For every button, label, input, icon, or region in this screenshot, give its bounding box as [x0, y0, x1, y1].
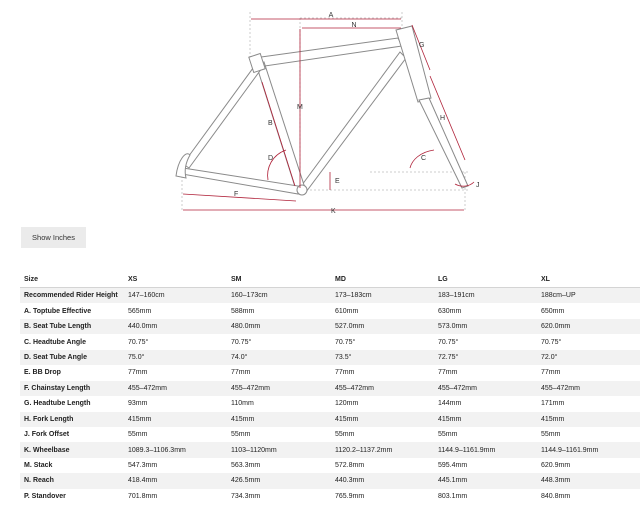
label-n: N — [351, 22, 357, 29]
table-cell: 72.75° — [434, 350, 537, 365]
table-cell: 55mm — [541, 431, 561, 439]
table-cell: 183–191cm — [434, 288, 537, 304]
table-cell: 650mm — [541, 307, 565, 315]
table-cell: 77mm — [335, 369, 355, 377]
show-inches-button[interactable]: Show Inches — [21, 227, 86, 248]
row-label: G. Headtube Length — [24, 400, 91, 408]
table-row — [20, 303, 640, 318]
row-label: P. Standover — [24, 492, 66, 500]
frame-geometry-diagram — [0, 0, 640, 225]
label-a: A — [328, 12, 334, 19]
table-cell: 701.8mm — [128, 492, 158, 500]
header-size: Size — [20, 271, 124, 288]
table-cell: 803.1mm — [438, 492, 468, 500]
table-body — [20, 288, 640, 505]
table-cell: 734.3mm — [231, 492, 261, 500]
table-cell: 188cm–UP — [537, 288, 640, 304]
table-cell: 455–472mm — [434, 381, 537, 396]
table-cell: 55mm — [438, 431, 458, 439]
table-cell: 1103–1120mm — [227, 442, 331, 457]
table-cell: 620.0mm — [537, 319, 640, 334]
table-cell: 440.3mm — [331, 473, 434, 488]
label-d: D — [268, 155, 274, 162]
table-row — [20, 412, 640, 427]
table-cell: 448.3mm — [537, 473, 640, 488]
table-cell: 173–183cm — [331, 288, 434, 304]
table-row — [20, 442, 640, 457]
geometry-table — [20, 271, 640, 504]
table-cell: 55mm — [231, 431, 251, 439]
table-cell: 55mm — [335, 431, 355, 439]
table-header-row — [20, 271, 640, 288]
table-cell: 418.4mm — [124, 473, 227, 488]
table-cell: 527.0mm — [331, 319, 434, 334]
table-cell: 565mm — [128, 307, 152, 315]
table-cell: 70.75° — [438, 338, 459, 346]
table-cell: 840.8mm — [541, 492, 571, 500]
label-f: F — [234, 191, 239, 198]
table-row — [20, 458, 640, 473]
table-row — [20, 427, 640, 442]
table-row — [20, 365, 640, 380]
label-m: M — [297, 104, 303, 111]
table-row — [20, 334, 640, 349]
row-label: C. Headtube Angle — [24, 338, 86, 346]
label-b: B — [268, 120, 273, 127]
row-label: K. Wheelbase — [20, 442, 124, 457]
label-h: H — [440, 115, 446, 122]
dimension-b — [262, 82, 295, 186]
table-cell: 77mm — [231, 369, 251, 377]
table-cell: 563.3mm — [231, 462, 261, 470]
table-cell: 77mm — [438, 369, 458, 377]
table-cell: 415mm — [124, 412, 227, 427]
table-cell: 440.0mm — [124, 319, 227, 334]
header-md: MD — [331, 271, 434, 288]
table-cell: 547.3mm — [128, 462, 158, 470]
row-label: A. Toptube Effective — [24, 307, 92, 315]
table-cell: 1089.3–1106.3mm — [124, 442, 227, 457]
table-cell: 160–173cm — [227, 288, 331, 304]
table-cell: 72.0° — [537, 350, 640, 365]
row-label: M. Stack — [24, 462, 53, 470]
table-cell: 455–472mm — [537, 381, 640, 396]
table-row — [20, 319, 640, 334]
table-cell: 70.75° — [231, 338, 252, 346]
header-xs: XS — [124, 271, 227, 288]
table-row — [20, 350, 640, 365]
table-cell: 415mm — [537, 412, 640, 427]
table-cell: 55mm — [128, 431, 148, 439]
table-cell: 620.9mm — [541, 462, 571, 470]
label-c: C — [421, 155, 427, 162]
row-label: B. Seat Tube Length — [20, 319, 124, 334]
table-cell: 415mm — [434, 412, 537, 427]
row-label: F. Chainstay Length — [20, 381, 124, 396]
header-sm: SM — [227, 271, 331, 288]
row-label: D. Seat Tube Angle — [20, 350, 124, 365]
table-row — [20, 489, 640, 504]
table-cell: 77mm — [128, 369, 148, 377]
header-lg: LG — [434, 271, 537, 288]
header-xl: XL — [537, 271, 640, 288]
table-row — [20, 288, 640, 304]
table-cell: 73.5° — [331, 350, 434, 365]
table-cell: 144mm — [438, 400, 462, 408]
label-k: K — [331, 208, 336, 215]
table-cell: 610mm — [335, 307, 359, 315]
table-cell: 572.8mm — [335, 462, 365, 470]
row-label: Recommended Rider Height — [20, 288, 124, 304]
table-cell: 171mm — [541, 400, 565, 408]
table-cell: 147–160cm — [124, 288, 227, 304]
table-row — [20, 396, 640, 411]
row-label: N. Reach — [20, 473, 124, 488]
table-cell: 120mm — [335, 400, 359, 408]
table-cell: 74.0° — [227, 350, 331, 365]
table-cell: 630mm — [438, 307, 462, 315]
table-cell: 573.0mm — [434, 319, 537, 334]
table-row — [20, 381, 640, 396]
table-cell: 426.5mm — [227, 473, 331, 488]
table-cell: 455–472mm — [124, 381, 227, 396]
table-cell: 70.75° — [541, 338, 562, 346]
table-cell: 1120.2–1137.2mm — [331, 442, 434, 457]
row-label: J. Fork Offset — [24, 431, 70, 439]
row-label: H. Fork Length — [20, 412, 124, 427]
table-cell: 595.4mm — [438, 462, 468, 470]
table-row — [20, 473, 640, 488]
row-label: E. BB Drop — [24, 369, 61, 377]
table-cell: 77mm — [541, 369, 561, 377]
table-cell: 455–472mm — [227, 381, 331, 396]
bike-frame — [176, 26, 468, 195]
table-cell: 1144.9–1161.9mm — [434, 442, 537, 457]
table-cell: 765.9mm — [335, 492, 365, 500]
table-cell: 455–472mm — [331, 381, 434, 396]
table-cell: 415mm — [227, 412, 331, 427]
table-cell: 415mm — [331, 412, 434, 427]
table-cell: 110mm — [231, 400, 254, 408]
label-e: E — [335, 178, 340, 185]
table-cell: 70.75° — [128, 338, 149, 346]
table-cell: 588mm — [231, 307, 255, 315]
label-g: G — [419, 42, 425, 49]
dimension-f — [183, 194, 296, 201]
label-j: J — [476, 182, 480, 189]
table-cell: 480.0mm — [227, 319, 331, 334]
table-cell: 1144.9–1161.9mm — [537, 442, 640, 457]
table-cell: 445.1mm — [434, 473, 537, 488]
table-cell: 75.0° — [124, 350, 227, 365]
table-cell: 93mm — [128, 400, 148, 408]
table-cell: 70.75° — [335, 338, 356, 346]
